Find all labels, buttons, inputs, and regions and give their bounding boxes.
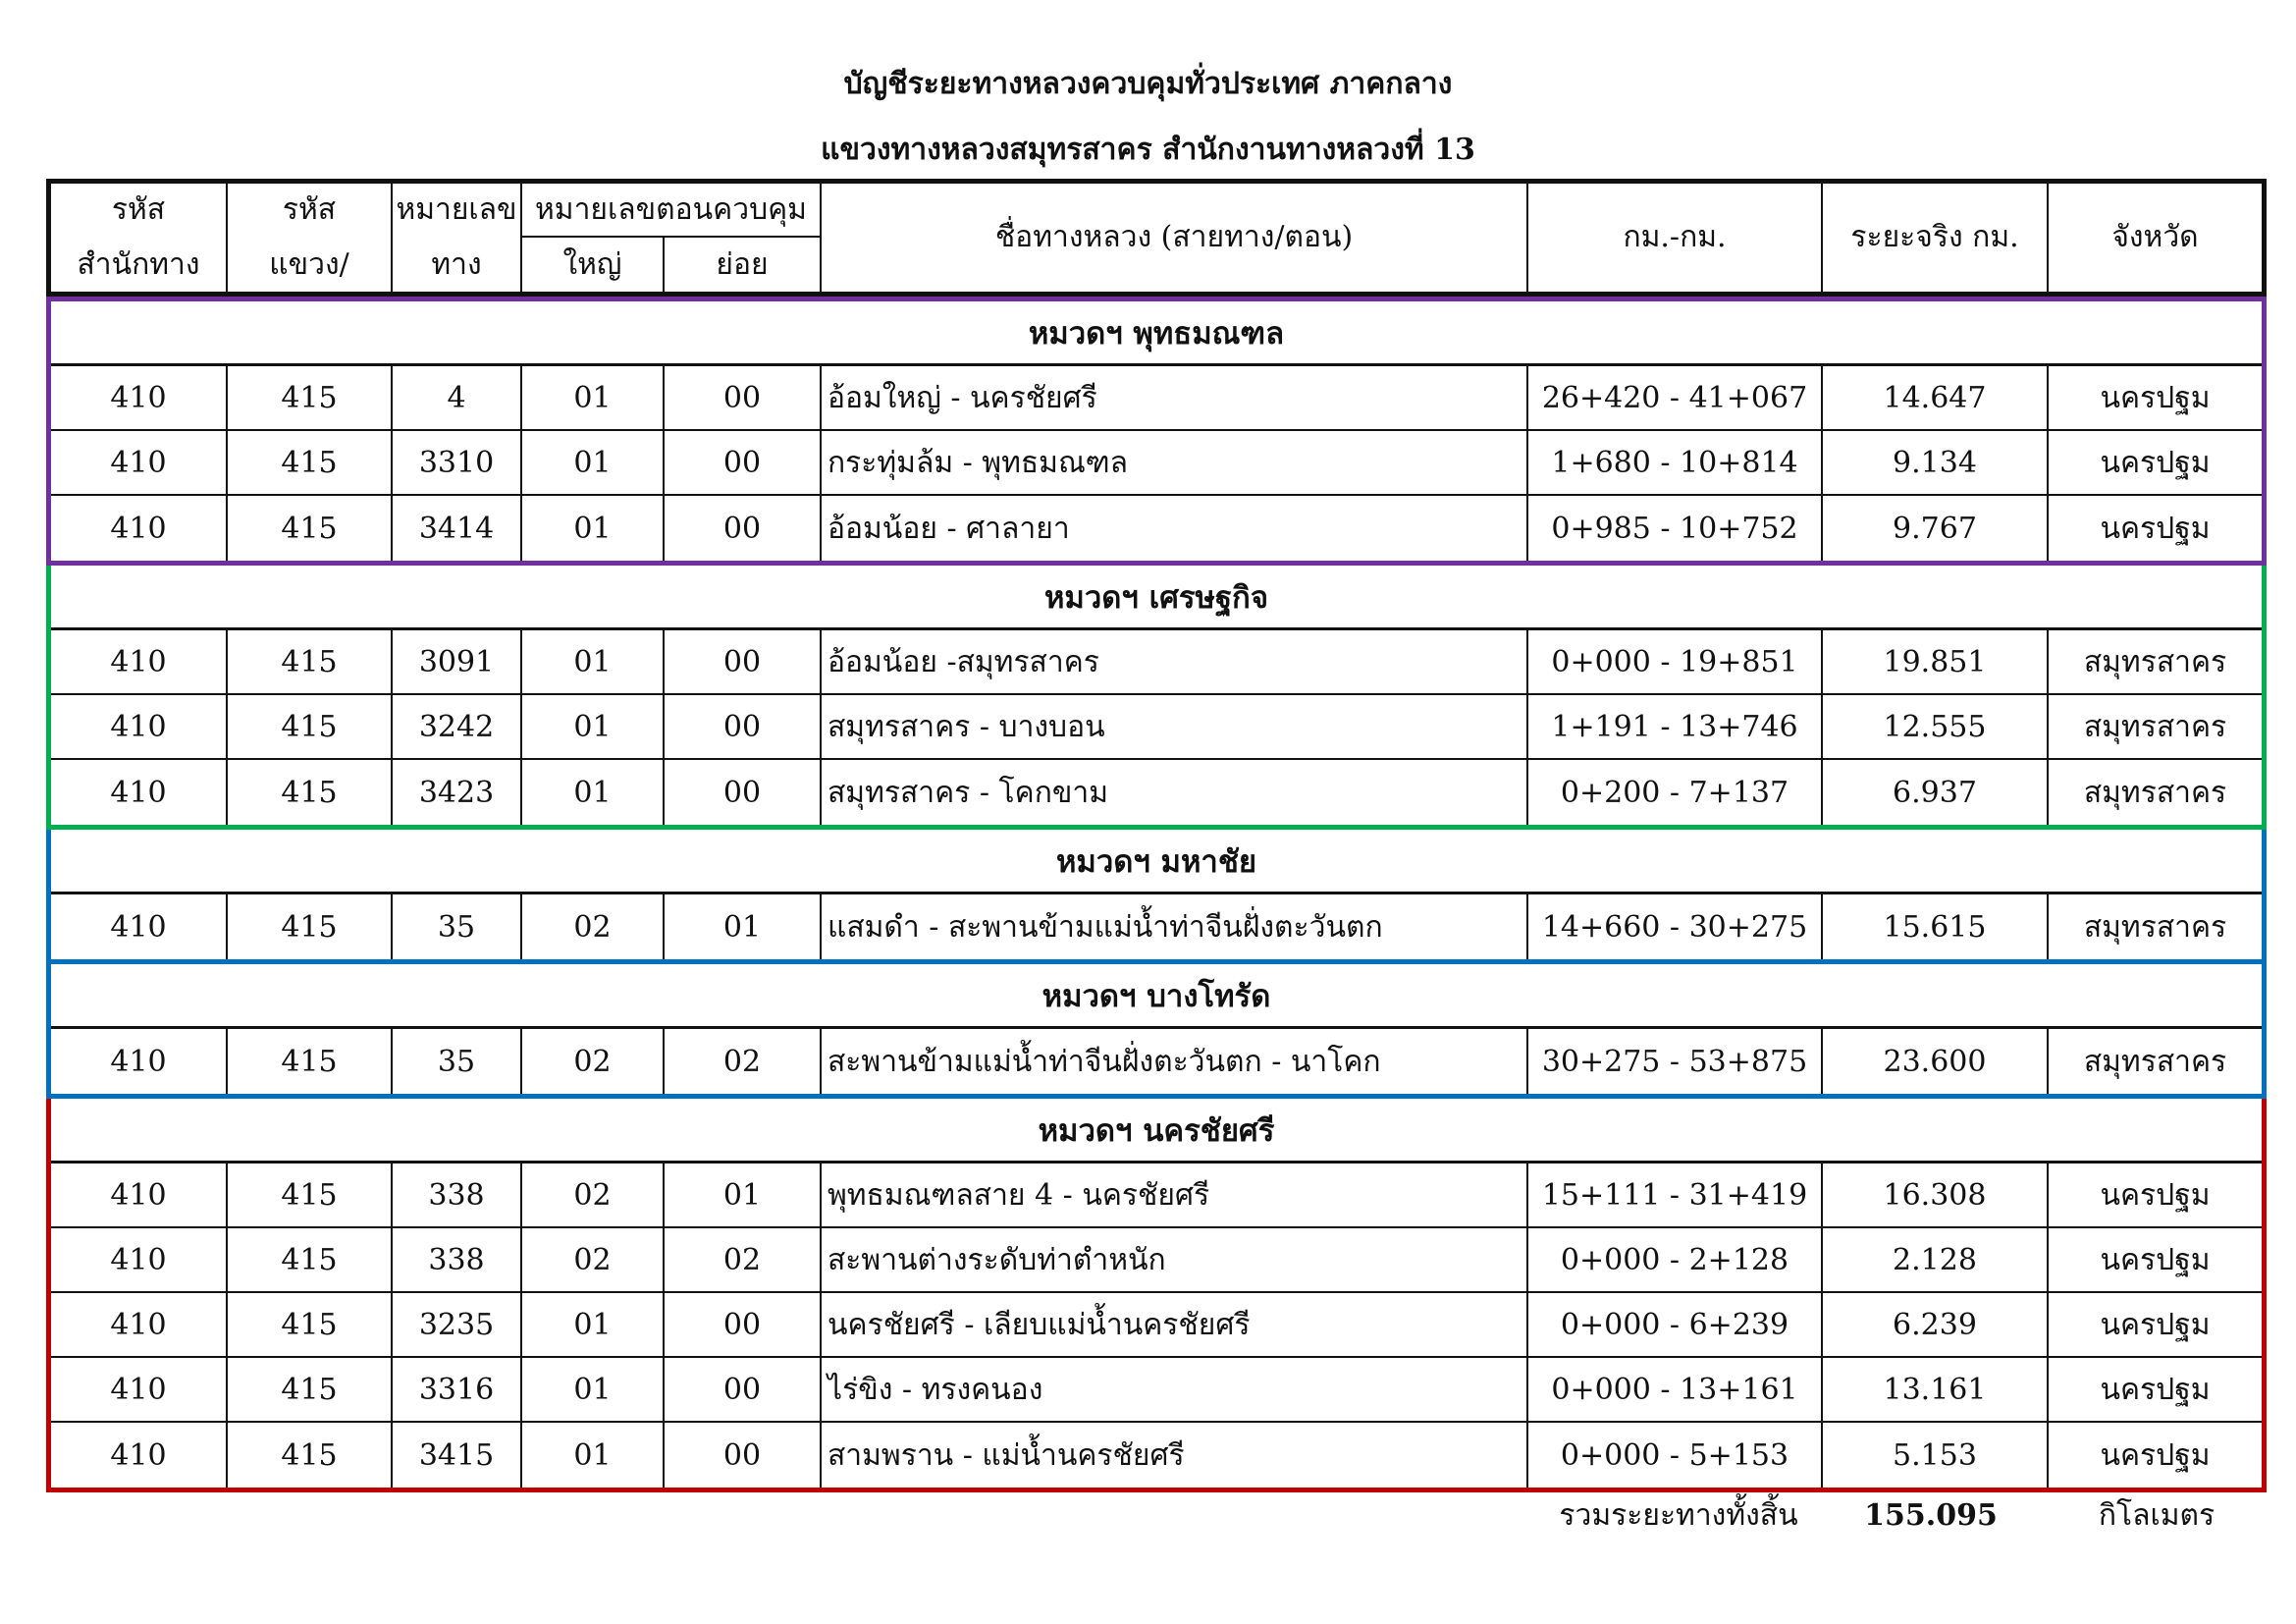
cell-distance: 6.937 — [1823, 760, 2049, 825]
cell-route-name: สมุทรสาคร - โคกขาม — [822, 760, 1528, 825]
cell-major-section: 01 — [522, 760, 665, 825]
cell-distance: 15.615 — [1823, 894, 2049, 959]
cell-office-code: 410 — [51, 1228, 228, 1291]
cell-minor-section: 00 — [665, 630, 822, 693]
cell-distance: 9.134 — [1823, 431, 2049, 494]
cell-office-code: 410 — [51, 1358, 228, 1421]
header-km-range: กม.-กม. — [1528, 184, 1823, 292]
table-row — [51, 695, 2262, 760]
cell-route-name: นครชัยศรี - เลียบแม่น้ำนครชัยศรี — [822, 1293, 1528, 1356]
table-row — [51, 366, 2262, 431]
cell-province: นครปฐม — [2100, 511, 2211, 546]
cell-route-name: สมุทรสาคร - บางบอน — [822, 695, 1528, 758]
table-row — [51, 1358, 2262, 1423]
cell-distance: 5.153 — [1823, 1423, 2049, 1488]
cell-minor-section: 00 — [665, 1423, 822, 1488]
header-control-section-label: หมายเลขตอนควบคุม — [522, 184, 820, 238]
header-distance: ระยะจริง กม. — [1823, 184, 2049, 292]
cell-district-code: 415 — [228, 1228, 393, 1291]
cell-distance: 12.555 — [1823, 695, 2049, 758]
header-office-code: รหัส สำนักทาง — [51, 184, 228, 292]
header-control-section — [522, 184, 822, 292]
table-row — [51, 1164, 2262, 1228]
cell-district-code: 415 — [228, 894, 393, 959]
cell-km-range: 0+000 - 19+851 — [1528, 630, 1823, 693]
cell-distance: 6.239 — [1823, 1293, 2049, 1356]
cell-route-name: พุทธมณฑลสาย 4 - นครชัยศรี — [822, 1164, 1528, 1226]
total-label: รวมระยะทางทั้งสิ้น — [1559, 1497, 1798, 1533]
cell-office-code: 410 — [51, 695, 228, 758]
cell-minor-section: 02 — [665, 1029, 822, 1094]
cell-distance: 9.767 — [1823, 496, 2049, 561]
cell-distance: 13.161 — [1823, 1358, 2049, 1421]
cell-distance: 23.600 — [1823, 1029, 2049, 1094]
cell-km-range: 0+000 - 13+161 — [1528, 1358, 1823, 1421]
cell-office-code: 410 — [51, 630, 228, 693]
cell-route-name: ไร่ขิง - ทรงคนอง — [822, 1358, 1528, 1421]
cell-office-code: 410 — [51, 1029, 228, 1094]
cell-route-name: สะพานต่างระดับท่าตำหนัก — [822, 1228, 1528, 1291]
table-row — [51, 496, 2262, 561]
cell-route-number: 3310 — [393, 431, 522, 494]
cell-route-name: แสมดำ - สะพานข้ามแม่น้ำท่าจีนฝั่งตะวันตก — [822, 894, 1528, 959]
cell-minor-section: 02 — [665, 1228, 822, 1291]
cell-route-number: 4 — [393, 366, 522, 429]
cell-office-code: 410 — [51, 1293, 228, 1356]
cell-major-section: 01 — [522, 695, 665, 758]
header-route-name: ชื่อทางหลวง (สายทาง/ตอน) — [822, 184, 1528, 292]
cell-district-code: 415 — [228, 630, 393, 693]
cell-distance: 19.851 — [1823, 630, 2049, 693]
cell-minor-section: 01 — [665, 894, 822, 959]
cell-minor-section: 00 — [665, 760, 822, 825]
cell-route-name: อ้อมน้อย - ศาลายา — [822, 496, 1528, 561]
cell-minor-section: 00 — [665, 366, 822, 429]
cell-major-section: 02 — [522, 1228, 665, 1291]
cell-province: นครปฐม — [2100, 445, 2211, 480]
cell-route-number: 3316 — [393, 1358, 522, 1421]
table-row — [51, 630, 2262, 695]
cell-province: สมุทรสาคร — [2083, 709, 2227, 744]
cell-km-range: 0+000 - 5+153 — [1528, 1423, 1823, 1488]
cell-km-range: 1+680 - 10+814 — [1528, 431, 1823, 494]
group-title: หมวดฯ มหาชัย — [51, 830, 2262, 894]
cell-office-code: 410 — [51, 894, 228, 959]
group-title: หมวดฯ นครชัยศรี — [51, 1099, 2262, 1164]
cell-office-code: 410 — [51, 1423, 228, 1488]
cell-district-code: 415 — [228, 1164, 393, 1226]
cell-province: นครปฐม — [2100, 380, 2211, 415]
cell-district-code: 415 — [228, 695, 393, 758]
cell-district-code: 415 — [228, 760, 393, 825]
cell-km-range: 30+275 - 53+875 — [1528, 1029, 1823, 1094]
cell-route-number: 338 — [393, 1228, 522, 1291]
cell-km-range: 1+191 - 13+746 — [1528, 695, 1823, 758]
cell-major-section: 01 — [522, 1423, 665, 1488]
table-row — [51, 1228, 2262, 1293]
document-subtitle: แขวงทางหลวงสมุทรสาคร สำนักงานทางหลวงที่ 13 — [821, 133, 1475, 167]
cell-district-code: 415 — [228, 1358, 393, 1421]
cell-province: นครปฐม — [2100, 1307, 2211, 1342]
group-title: หมวดฯ พุทธมณฑล — [51, 301, 2262, 366]
table-body — [46, 297, 2267, 1492]
cell-district-code: 415 — [228, 366, 393, 429]
cell-km-range: 0+985 - 10+752 — [1528, 496, 1823, 561]
cell-major-section: 02 — [522, 1029, 665, 1094]
cell-district-code: 415 — [228, 1293, 393, 1356]
cell-minor-section: 00 — [665, 1358, 822, 1421]
cell-office-code: 410 — [51, 1164, 228, 1226]
cell-minor-section: 00 — [665, 1293, 822, 1356]
cell-route-name: สะพานข้ามแม่น้ำท่าจีนฝั่งตะวันตก - นาโคก — [822, 1029, 1528, 1094]
cell-major-section: 01 — [522, 496, 665, 561]
cell-province: สมุทรสาคร — [2083, 909, 2227, 945]
cell-route-number: 3415 — [393, 1423, 522, 1488]
cell-route-name: สามพราน - แม่น้ำนครชัยศรี — [822, 1423, 1528, 1488]
cell-km-range: 0+000 - 2+128 — [1528, 1228, 1823, 1291]
header-district-code: รหัส แขวง/ — [228, 184, 393, 292]
cell-km-range: 14+660 - 30+275 — [1528, 894, 1823, 959]
cell-km-range: 26+420 - 41+067 — [1528, 366, 1823, 429]
cell-route-number: 3423 — [393, 760, 522, 825]
header-minor: ย่อย — [716, 246, 769, 282]
table-row — [51, 431, 2262, 496]
cell-route-name: กระทุ่มล้ม - พุทธมณฑล — [822, 431, 1528, 494]
cell-distance: 2.128 — [1823, 1228, 2049, 1291]
cell-minor-section: 00 — [665, 431, 822, 494]
cell-route-number: 3242 — [393, 695, 522, 758]
table-row — [51, 894, 2262, 959]
cell-province: สมุทรสาคร — [2083, 775, 2227, 810]
cell-major-section: 01 — [522, 366, 665, 429]
cell-district-code: 415 — [228, 431, 393, 494]
table-group — [46, 830, 2267, 964]
cell-distance: 16.308 — [1823, 1164, 2049, 1226]
cell-major-section: 01 — [522, 1358, 665, 1421]
total-value: 155.095 — [1864, 1497, 1998, 1533]
cell-minor-section: 00 — [665, 695, 822, 758]
table-group — [46, 297, 2267, 566]
cell-district-code: 415 — [228, 1423, 393, 1488]
cell-route-number: 338 — [393, 1164, 522, 1226]
cell-distance: 14.647 — [1823, 366, 2049, 429]
table-row — [51, 1029, 2262, 1094]
table-row — [51, 1423, 2262, 1488]
group-title: หมวดฯ บางโทรัด — [51, 964, 2262, 1029]
table-row — [51, 1293, 2262, 1358]
cell-province: นครปฐม — [2100, 1177, 2211, 1213]
cell-major-section: 01 — [522, 630, 665, 693]
cell-province: นครปฐม — [2100, 1437, 2211, 1473]
cell-province: สมุทรสาคร — [2083, 1044, 2227, 1079]
highway-table — [46, 179, 2267, 1492]
cell-km-range: 0+200 - 7+137 — [1528, 760, 1823, 825]
cell-office-code: 410 — [51, 431, 228, 494]
cell-minor-section: 00 — [665, 496, 822, 561]
table-header — [46, 179, 2267, 297]
cell-route-name: อ้อมใหญ่ - นครชัยศรี — [822, 366, 1528, 429]
cell-route-number: 3235 — [393, 1293, 522, 1356]
table-row — [51, 760, 2262, 825]
table-group — [46, 1099, 2267, 1492]
header-province: จังหวัด — [2111, 220, 2199, 254]
group-title: หมวดฯ เศรษฐกิจ — [51, 566, 2262, 630]
cell-office-code: 410 — [51, 366, 228, 429]
cell-route-number: 3091 — [393, 630, 522, 693]
cell-km-range: 15+111 - 31+419 — [1528, 1164, 1823, 1226]
cell-district-code: 415 — [228, 1029, 393, 1094]
cell-km-range: 0+000 - 6+239 — [1528, 1293, 1823, 1356]
cell-major-section: 01 — [522, 1293, 665, 1356]
cell-major-section: 02 — [522, 1164, 665, 1226]
cell-route-number: 3414 — [393, 496, 522, 561]
table-group — [46, 964, 2267, 1099]
total-unit: กิโลเมตร — [2098, 1497, 2216, 1533]
cell-province: นครปฐม — [2100, 1242, 2211, 1277]
cell-office-code: 410 — [51, 496, 228, 561]
cell-route-number: 35 — [393, 894, 522, 959]
table-group — [46, 566, 2267, 830]
document-title: บัญชีระยะทางหลวงควบคุมทั่วประเทศ ภาคกลาง — [843, 67, 1453, 101]
cell-province: สมุทรสาคร — [2083, 644, 2227, 679]
cell-minor-section: 01 — [665, 1164, 822, 1226]
cell-major-section: 02 — [522, 894, 665, 959]
cell-route-name: อ้อมน้อย -สมุทรสาคร — [822, 630, 1528, 693]
header-major: ใหญ่ — [522, 238, 665, 292]
header-route-number: หมายเลข ทาง — [393, 184, 522, 292]
cell-district-code: 415 — [228, 496, 393, 561]
cell-office-code: 410 — [51, 760, 228, 825]
cell-major-section: 01 — [522, 431, 665, 494]
cell-province: นครปฐม — [2100, 1372, 2211, 1407]
cell-route-number: 35 — [393, 1029, 522, 1094]
